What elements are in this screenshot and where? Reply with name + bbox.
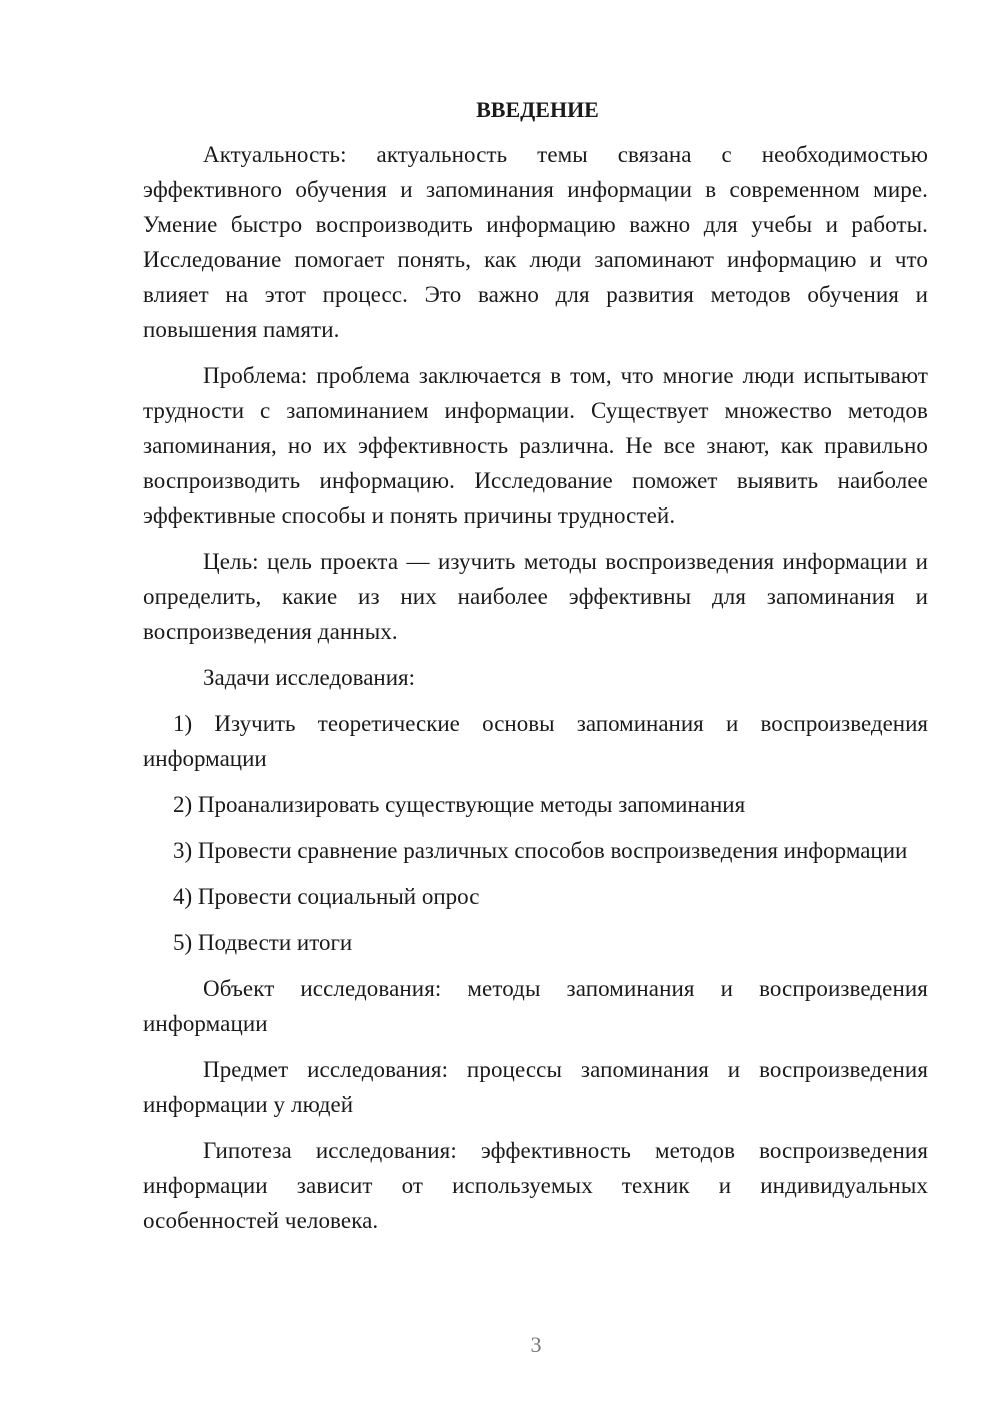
- section-title: ВВЕДЕНИЕ: [476, 97, 599, 122]
- paragraph-problem: Проблема: проблема заключается в том, что многие люди испытывают трудности с запоминанием информации. Существует множество методов запоминания, но их эффективность различна. Не все знают, как правильно воспроизводить информацию. Исследование поможет выявить наиболее эффективные способы и понять причины трудностей.: [143, 363, 928, 528]
- paragraph-hypothesis: Гипотеза исследования: эффективность методов воспроизведения информации зависит от используемых техник и индивидуальных особенностей человека.: [143, 1138, 928, 1233]
- paragraph-goal: Цель: цель проекта — изучить методы воспроизведения информации и определить, какие из них наиболее эффективны для запоминания и воспроизведения данных.: [143, 549, 928, 644]
- page-number: 3: [530, 1332, 542, 1357]
- paragraph-object: Объект исследования: методы запоминания и воспроизведения информации: [143, 976, 928, 1036]
- task-item-5: 5) Подвести итоги: [173, 930, 353, 955]
- paragraph-relevance: Актуальность: актуальность темы связана с необходимостью эффективного обучения и запоминания информации в современном мире. Умение быстро воспроизводить информацию важно для учебы и работы. Исследование помогает понять, как люди запоминают информацию и что влияет на этот процесс. Это важно для развития методов обучения и повышения памяти.: [143, 142, 928, 342]
- document-body: [143, 92, 928, 1249]
- tasks-heading: Задачи исследования:: [203, 665, 416, 690]
- tasks-list: [143, 706, 928, 960]
- paragraph-subject: Предмет исследования: процессы запоминания и воспроизведения информации у людей: [143, 1057, 928, 1117]
- task-item-2: 2) Проанализировать существующие методы запоминания: [173, 792, 746, 817]
- task-item-3: 3) Провести сравнение различных способов воспроизведения информации: [173, 838, 908, 863]
- task-item-4: 4) Провести социальный опрос: [173, 884, 480, 909]
- task-item-1: 1) Изучить теоретические основы запоминания и воспроизведения информации: [143, 711, 928, 771]
